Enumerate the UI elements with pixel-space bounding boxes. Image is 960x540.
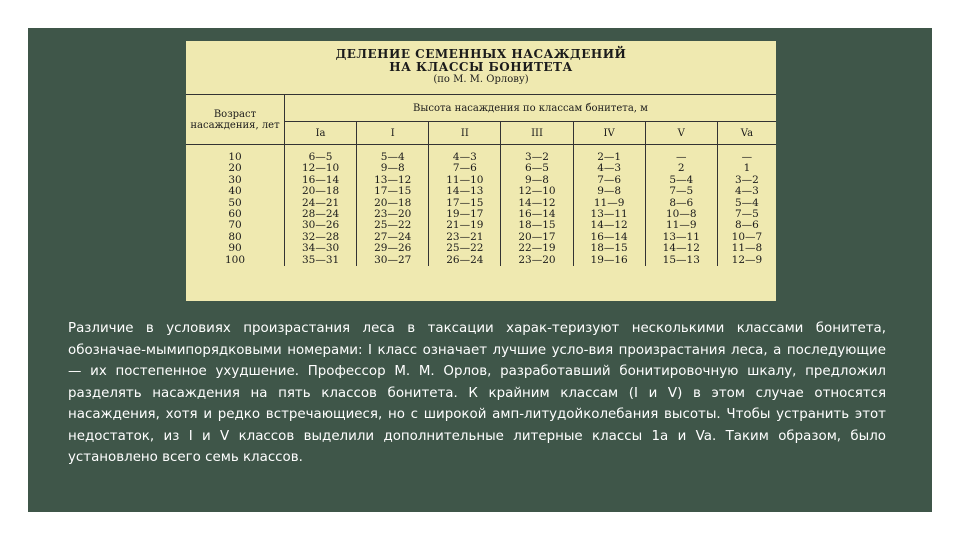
height-cell: 5—4	[645, 175, 717, 186]
height-cell: 13—12	[357, 175, 429, 186]
height-cell: 12—10	[285, 163, 357, 174]
height-cell: 9—8	[573, 186, 645, 197]
class-header-ia: Ia	[285, 122, 357, 145]
age-cell: 50	[186, 198, 285, 209]
age-cell: 20	[186, 163, 285, 174]
height-cell: 17—15	[429, 198, 501, 209]
height-cell: 25—22	[429, 243, 501, 254]
table-row	[186, 255, 776, 266]
height-cell: 29—26	[357, 243, 429, 254]
height-cell: 16—14	[285, 175, 357, 186]
age-cell: 100	[186, 255, 285, 266]
height-cell: 24—21	[285, 198, 357, 209]
height-cell: 14—12	[573, 220, 645, 231]
height-cell: 20—18	[285, 186, 357, 197]
height-cell: 4—3	[429, 145, 501, 164]
height-cell: 11—10	[429, 175, 501, 186]
height-cell: 3—2	[501, 145, 573, 164]
height-cell: 17—15	[357, 186, 429, 197]
height-cell: 14—12	[501, 198, 573, 209]
height-cell: 16—14	[573, 232, 645, 243]
height-cell: 11—9	[645, 220, 717, 231]
height-cell: 6—5	[501, 163, 573, 174]
table-row	[186, 186, 776, 197]
height-cell: —	[741, 151, 753, 163]
height-cell: 12—10	[501, 186, 573, 197]
height-cell: 7—5	[645, 186, 717, 197]
height-cell: 23—20	[357, 209, 429, 220]
height-cell: 7—5	[734, 208, 759, 221]
height-cell: 9—8	[357, 163, 429, 174]
height-cell: 15—13	[645, 255, 717, 266]
height-cell: 27—24	[357, 232, 429, 243]
height-cell: 21—19	[429, 220, 501, 231]
slide	[28, 28, 932, 512]
class-header-iv: IV	[573, 122, 645, 145]
table-title-line2: НА КЛАССЫ БОНИТЕТА	[389, 60, 573, 74]
height-cell: 14—13	[429, 186, 501, 197]
height-cell: 20—17	[501, 232, 573, 243]
height-cell: 23—20	[501, 255, 573, 266]
height-cell: 13—11	[645, 232, 717, 243]
height-cell: 6—5	[285, 145, 357, 164]
height-cell: 34—30	[285, 243, 357, 254]
height-cell: 30—27	[357, 255, 429, 266]
age-cell: 60	[186, 209, 285, 220]
height-cell: —	[645, 145, 717, 164]
height-cell: 16—14	[501, 209, 573, 220]
height-cell: 23—21	[429, 232, 501, 243]
height-cell: 3—2	[734, 173, 759, 186]
height-cell: 7—6	[573, 175, 645, 186]
height-cell: 14—12	[645, 243, 717, 254]
height-cell: 22—19	[501, 243, 573, 254]
height-cell: 4—3	[573, 163, 645, 174]
height-cell: 11—8	[731, 242, 763, 255]
bonitet-table-scan	[186, 41, 776, 301]
height-column-header: Высота насаждения по классам бонитета, м	[285, 95, 777, 122]
age-cell: 80	[186, 232, 285, 243]
height-cell: 13—11	[573, 209, 645, 220]
height-cell: 26—24	[429, 255, 501, 266]
class-header-v: V	[645, 122, 717, 145]
height-cell: 11—9	[573, 198, 645, 209]
height-cell: 35—31	[285, 255, 357, 266]
class-header-i: I	[357, 122, 429, 145]
table-row	[186, 243, 776, 254]
height-cell: 18—15	[573, 243, 645, 254]
bonitet-table	[186, 94, 776, 266]
height-cell: 10—8	[645, 209, 717, 220]
height-cell: 19—16	[573, 255, 645, 266]
table-subtitle: (по М. М. Орлову)	[433, 74, 529, 85]
height-cell: 2	[645, 163, 717, 174]
height-cell: 18—15	[501, 220, 573, 231]
height-cell: 4—3	[734, 185, 759, 198]
table-row	[186, 145, 776, 164]
height-cell: 19—17	[429, 209, 501, 220]
height-cell: 8—6	[645, 198, 717, 209]
age-column-header: Возраст насаждения, лет	[186, 95, 285, 145]
height-cell: 12—9	[731, 253, 763, 266]
height-cell: 20—18	[357, 198, 429, 209]
height-cell: 2—1	[573, 145, 645, 164]
body-paragraph: Различие в условиях произрастания леса в таксации харак-теризуют несколькими классами бонитета, обозначае-мымипорядковыми номерами: I класс означает лучшие усло-вия произрастания леса, а последующие — их постепенное ухудшение. Профессор М. М. Орлов, разработавший бонитировочную шкалу, предложил разделять насаждения на пять классов бонитета. К крайним классам (I и V) в этом случае относятся насаждения, хотя и редко встречающиеся, но с широкой амп-литудойколебания высоты. Чтобы устранить этот недостаток, из I и V классов выделили дополнительные литерные классы 1а и Va. Таким образом, было установлено всего семь классов.	[68, 321, 886, 465]
height-cell: 5—4	[734, 196, 759, 209]
height-cell: 9—8	[501, 175, 573, 186]
height-cell: 32—28	[285, 232, 357, 243]
class-header-ii: II	[429, 122, 501, 145]
age-cell: 70	[186, 220, 285, 231]
age-cell: 30	[186, 175, 285, 186]
height-cell: 8—6	[734, 219, 759, 232]
age-cell: 90	[186, 243, 285, 254]
height-cell: 1	[743, 162, 751, 175]
age-cell: 10	[186, 145, 285, 164]
height-cell: 28—24	[285, 209, 357, 220]
height-cell: 25—22	[357, 220, 429, 231]
height-cell: 5—4	[357, 145, 429, 164]
table-title-line1: ДЕЛЕНИЕ СЕМЕННЫХ НАСАЖДЕНИЙ	[335, 47, 627, 61]
height-cell: 10—7	[731, 230, 763, 243]
table-body	[186, 145, 776, 267]
height-cell: 30—26	[285, 220, 357, 231]
class-header-iii: III	[501, 122, 573, 145]
class-header-va: Va	[717, 122, 776, 145]
height-cell: 7—6	[429, 163, 501, 174]
age-cell: 40	[186, 186, 285, 197]
